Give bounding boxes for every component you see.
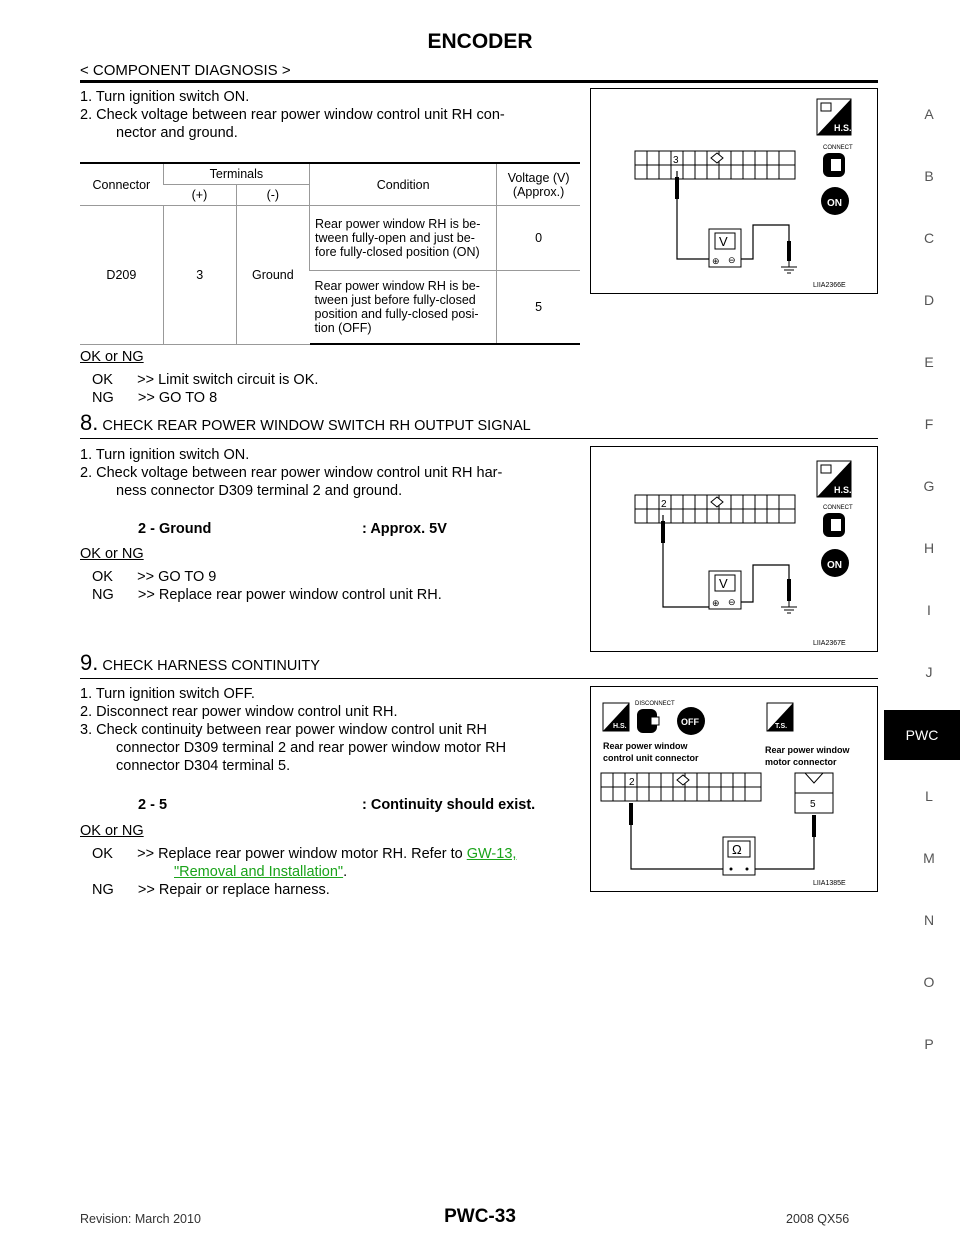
svg-text:ON: ON [827,560,842,571]
pin-label: 2 [661,499,667,510]
sidebar-letter-f[interactable]: F [924,416,934,432]
cell-condition-2: Rear power window RH is be-tween just before fully-closed position and fully-closed posi-tion (OFF) [310,271,497,345]
svg-text:⊖: ⊖ [728,255,736,265]
sidebar-letter-i[interactable]: I [927,602,931,618]
step9-spec-terminals: 2 - 5 [138,797,168,813]
footer-revision: Revision: March 2010 [80,1212,201,1226]
sidebar-letter-e[interactable]: E [924,354,934,370]
svg-text:⊖: ⊖ [728,597,736,607]
control-unit-connector [601,773,761,801]
cell-voltage-2: 5 [497,271,580,345]
step8-item-2: 2. Check voltage between rear power window control unit RH har- [80,465,503,481]
svg-text:V: V [719,576,728,591]
step8-ok: OK >> GO TO 9 [92,569,217,585]
th-connector: Connector [80,163,163,206]
step7-ok: OK >> Limit switch circuit is OK. [92,372,319,388]
gw13-link[interactable]: GW-13, [466,846,517,862]
svg-text:H.S.: H.S. [834,123,852,133]
pin-label-a: 2 [629,777,635,788]
pin-label-b: 5 [810,799,816,810]
step9-item-2: 2. Disconnect rear power window control unit RH. [80,704,398,720]
step7-item-1: 1. Turn ignition switch ON. [80,89,250,105]
svg-text:Ω: Ω [732,842,742,857]
sidebar-letter-a[interactable]: A [924,106,934,122]
label-control-unit-2: control unit connector [603,753,699,763]
connect-icon [823,153,845,177]
footer-page-number: PWC-33 [444,1206,516,1227]
step9-ok: OK >> Replace rear power window motor RH. Refer to GW-13, [92,846,517,862]
key-off-icon [677,707,705,735]
sidebar-letter-p[interactable]: P [924,1036,934,1052]
key-on-icon [821,187,849,215]
figure-code: LIIA2367E [813,640,846,647]
th-terminals: Terminals [163,163,309,185]
svg-text:H.S.: H.S. [834,485,852,495]
cell-plus: 3 [163,206,236,345]
label-motor-1: Rear power window [765,745,850,755]
step9-spec-value: : Continuity should exist. [362,797,536,813]
cell-voltage-1: 0 [497,206,580,271]
figure-voltage-check-1 [590,88,878,294]
step8-item-2-cont: ness connector D309 terminal 2 and ground. [116,483,403,499]
cell-condition-1: Rear power window RH is be-tween fully-open and just be-fore fully-closed position (ON) [310,206,497,271]
step8-ng: NG >> Replace rear power window control unit RH. [92,587,442,603]
figure-voltage-check-2 [590,446,878,652]
svg-text:H.S.: H.S. [613,723,627,730]
wiring-diagram-3 [591,687,877,891]
motor-connector [795,773,833,813]
hs-badge [603,703,629,731]
connector-block [635,151,795,179]
hs-badge [817,99,852,135]
sidebar-letter-n[interactable]: N [923,912,935,928]
step8-rule [80,438,878,439]
step9-ok-cont: "Removal and Installation". [174,864,348,880]
sidebar-letter-l[interactable]: L [925,788,933,804]
voltmeter-icon [709,571,741,609]
sidebar-letter-g[interactable]: G [923,478,935,494]
label-motor-2: motor connector [765,757,837,767]
cell-minus: Ground [236,206,309,345]
step9-ok-ng: OK or NG [80,823,144,839]
connect-icon [823,513,845,537]
connector-block [635,495,795,523]
sidebar-tab-pwc[interactable]: PWC [884,710,960,760]
step9-ng: NG >> Repair or replace harness. [92,882,330,898]
step7-item-2: 2. Check voltage between rear power window control unit RH con- [80,107,505,123]
step9-item-3-cont-1: connector D309 terminal 2 and rear power window motor RH [116,740,507,756]
step8-heading: 8. CHECK REAR POWER WINDOW SWITCH RH OUTPUT SIGNAL [80,410,531,435]
voltmeter-icon [709,229,741,267]
svg-text:⊕: ⊕ [712,256,720,266]
th-minus: (-) [236,185,309,206]
ts-badge [767,703,793,731]
wiring-diagram-1 [591,89,877,293]
step8-item-1: 1. Turn ignition switch ON. [80,447,250,463]
header-rule [80,80,878,83]
step8-spec-terminals: 2 - Ground [138,521,212,537]
step8-ok-ng: OK or NG [80,546,144,562]
ground-icon [781,601,797,613]
figure-continuity-check [590,686,878,892]
svg-text:OFF: OFF [681,717,699,727]
disconnect-icon [637,709,659,733]
label-control-unit-1: Rear power window [603,741,688,751]
sidebar-letter-c[interactable]: C [923,230,935,246]
step9-rule [80,678,878,679]
pin-label: 3 [673,155,679,166]
sidebar-letter-b[interactable]: B [924,168,934,184]
voltage-table [80,162,580,345]
figure-code: LIIA2366E [813,282,846,289]
step9-heading: 9. CHECK HARNESS CONTINUITY [80,650,320,675]
connect-label: CONNECT [823,145,853,151]
key-on-icon [821,549,849,577]
step7-ng: NG >> GO TO 8 [92,390,218,406]
removal-installation-link[interactable]: "Removal and Installation" [174,864,344,880]
sidebar-letter-d[interactable]: D [923,292,935,308]
th-condition: Condition [310,163,497,206]
hs-badge [817,461,852,497]
sidebar-letter-h[interactable]: H [923,540,935,556]
sidebar-letter-m[interactable]: M [923,850,935,866]
connect-label: CONNECT [823,505,853,511]
th-plus: (+) [163,185,236,206]
footer-model: 2008 QX56 [786,1212,850,1226]
th-voltage: Voltage (V) (Approx.) [497,163,580,206]
ground-icon [781,261,797,273]
svg-text:⊕: ⊕ [712,598,720,608]
ohmmeter-icon [723,837,755,875]
step8-spec-value: : Approx. 5V [362,521,447,537]
svg-text:ON: ON [827,198,842,209]
page-title: ENCODER [427,30,533,53]
svg-text:T.S.: T.S. [775,723,788,730]
section-subtitle: < COMPONENT DIAGNOSIS > [80,62,291,79]
sidebar-letter-j[interactable]: J [925,664,933,680]
cell-connector: D209 [80,206,163,345]
wiring-diagram-2 [591,447,877,651]
sidebar-letter-o[interactable]: O [923,974,935,990]
disconnect-label: DISCONNECT [635,701,675,707]
step9-item-3-cont-2: connector D304 terminal 5. [116,758,291,774]
step7-item-2-cont: nector and ground. [116,125,238,141]
step9-item-1: 1. Turn ignition switch OFF. [80,686,255,702]
svg-text:V: V [719,234,728,249]
figure-code: LIIA1385E [813,880,846,887]
step9-item-3: 3. Check continuity between rear power window control unit RH [80,722,488,738]
step7-ok-ng: OK or NG [80,349,144,365]
